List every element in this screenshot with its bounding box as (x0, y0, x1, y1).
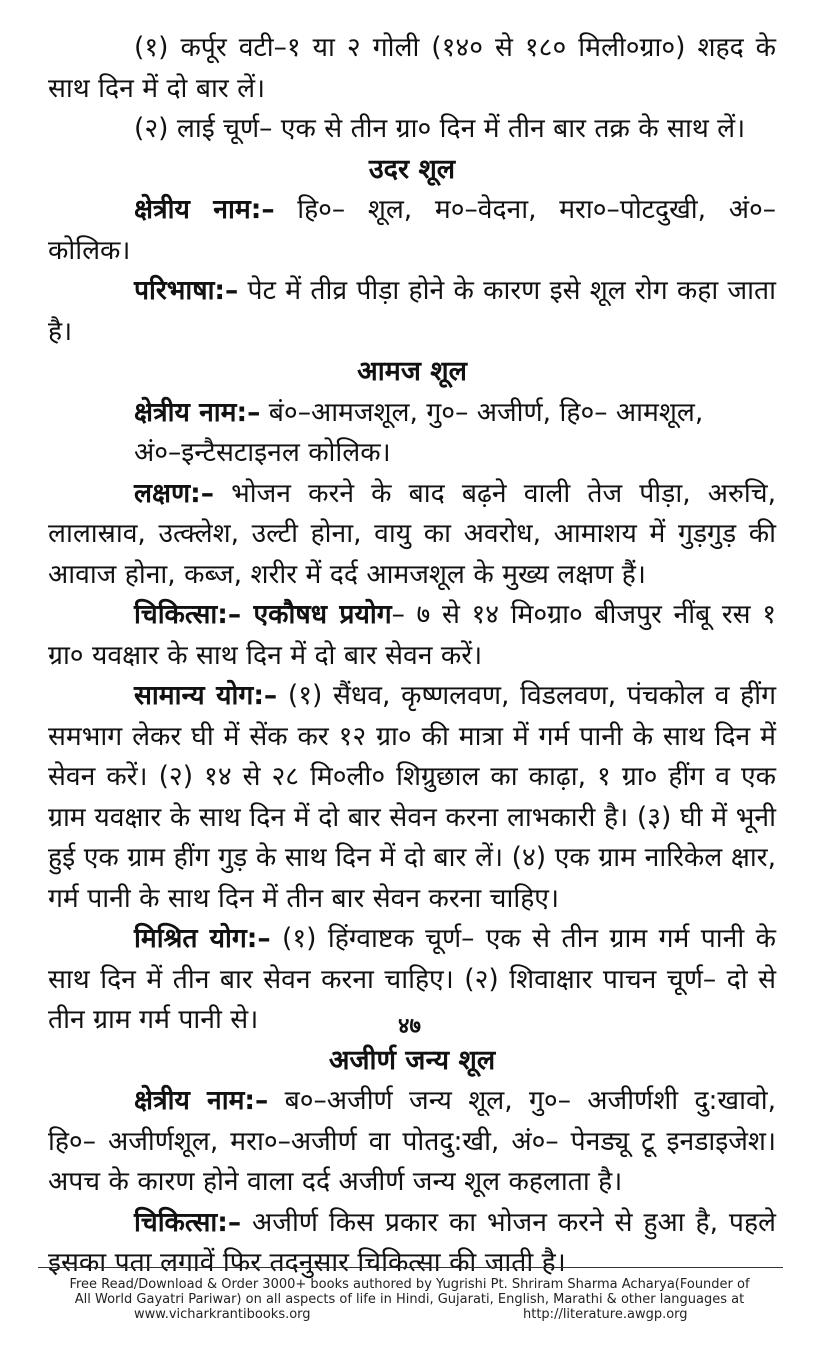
paragraph-text: पेट में तीव्र पीड़ा होने के कारण इसे शूल रोग कहा जाता है। (48, 275, 776, 347)
paragraph-text: (१) सैंधव, कृष्णलवण, विडलवण, पंचकोल व हींग समभाग लेकर घी में सेंक कर १२ ग्रा० की मात्रा में गर्म पानी के साथ दिन में सेवन करें। (२) १४ से २८ मि०ली० शिग्रुछाल का काढ़ा, १ ग्रा० हींग व एक ग्राम यवक्षार के साथ दिन में दो बार सेवन करना लाभकारी है। (३) घी में भूनी हुई एक ग्राम हींग गुड़ के साथ दिन में दो बार लें। (४) एक ग्राम नारिकेल क्षार, गर्म पानी के साथ दिन में तीन बार सेवन करना चाहिए। (48, 680, 776, 914)
paragraph-text: ब०–अजीर्ण जन्य शूल, गु०– अजीर्णशी दु:खावो, हि०– अजीर्णशूल, मरा०–अजीर्ण वा पोतदु:खी, अं०– पेनड्यू टू इनडाइजेश। अपच के कारण होने वाला दर्द अजीर्ण जन्य शूल कहलाता है। (48, 1085, 776, 1197)
paragraph (48, 595, 776, 676)
paragraph-text: भोजन करने के बाद बढ़ने वाली तेज पीड़ा, अरुचि, लालास्राव, उत्क्लेश, उल्टी होना, वायु का अवरोध, आमाशय में गुड़गुड़ की आवाज होना, कब्ज, शरीर में दर्द आमजशूल के मुख्य लक्षण हैं। (48, 477, 776, 590)
paragraph-label: चिकित्सा:– (134, 1206, 242, 1238)
paragraph-label: मिश्रित योग:– (134, 923, 271, 954)
paragraph (48, 271, 776, 352)
section-heading: आमज शूल (357, 356, 467, 387)
paragraph (48, 433, 776, 474)
footer-link-literature[interactable]: http://literature.awgp.org (523, 1307, 688, 1322)
paragraph-text: हि०– शूल, म०–वेदना, मरा०–पोटदुखी, अं०– कोलिक। (48, 194, 776, 266)
paragraph (48, 393, 776, 434)
paragraph-label: क्षेत्रीय नाम:– (134, 1085, 269, 1116)
footer-link-vicharkranti[interactable]: www.vicharkrantibooks.org (134, 1307, 311, 1322)
paragraph-text: बं०–आमजशूल, गु०– अजीर्ण, हि०– आमशूल, (260, 396, 704, 428)
section-heading: उदर शूल (368, 153, 456, 185)
page-body (48, 28, 776, 1284)
paragraph-label: क्षेत्रीय नाम:– (134, 194, 275, 225)
paragraph (48, 28, 776, 109)
footer-divider (38, 1267, 783, 1268)
footer (0, 1277, 819, 1322)
footer-line-1: Free Read/Download & Order 3000+ books authored by Yugrishi Pt. Shriram Sharma Acharya(Founder of (69, 1277, 750, 1292)
paragraph-text: अं०–इन्टैसटाइनल कोलिक। (134, 437, 391, 468)
paragraph (48, 190, 776, 271)
paragraph-label: परिभाषा:– (134, 275, 239, 306)
paragraph-text: (२) लाई चूर्ण– एक से तीन ग्रा० दिन में तीन बार तक्र के साथ लें। (134, 113, 746, 144)
section-heading: अजीर्ण जन्य शूल (328, 1044, 496, 1076)
page-number: ४७ (398, 1014, 421, 1039)
paragraph-text: (१) हिंग्वाष्टक चूर्ण– एक से तीन ग्राम गर्म पानी के साथ दिन में तीन बार सेवन करना चाहिए। (२) शिवाक्षार पाचन चूर्ण– दो से तीन ग्राम गर्म पानी से। (48, 923, 776, 1035)
paragraph-label: चिकित्सा:– एकौषध प्रयोग (134, 599, 392, 630)
paragraph (48, 109, 776, 150)
paragraph (48, 676, 776, 919)
paragraph-label: क्षेत्रीय नाम:– (134, 396, 261, 428)
paragraph (48, 1081, 776, 1203)
paragraph (48, 474, 776, 596)
paragraph-text: (१) कर्पूर वटी–१ या २ गोली (१४० से १८० मिली०ग्रा०) शहद के साथ दिन में दो बार लें। (48, 32, 776, 104)
paragraph (48, 1203, 776, 1284)
paragraph-label: सामान्य योग:– (134, 680, 278, 711)
footer-line-2: All World Gayatri Pariwar) on all aspects of life in Hindi, Gujarati, English, Marathi & other languages at (74, 1292, 745, 1307)
paragraph-text: – ७ से १४ मि०ग्रा० बीजपुर नींबू रस १ ग्रा० यवक्षार के साथ दिन में दो बार सेवन करें। (48, 599, 776, 671)
paragraph-text: अजीर्ण किस प्रकार का भोजन करने से हुआ है, पहले इसका पता लगावें फिर तदनुसार चिकित्सा की जाती है। (48, 1206, 776, 1278)
paragraph-label: लक्षण:– (134, 477, 214, 509)
